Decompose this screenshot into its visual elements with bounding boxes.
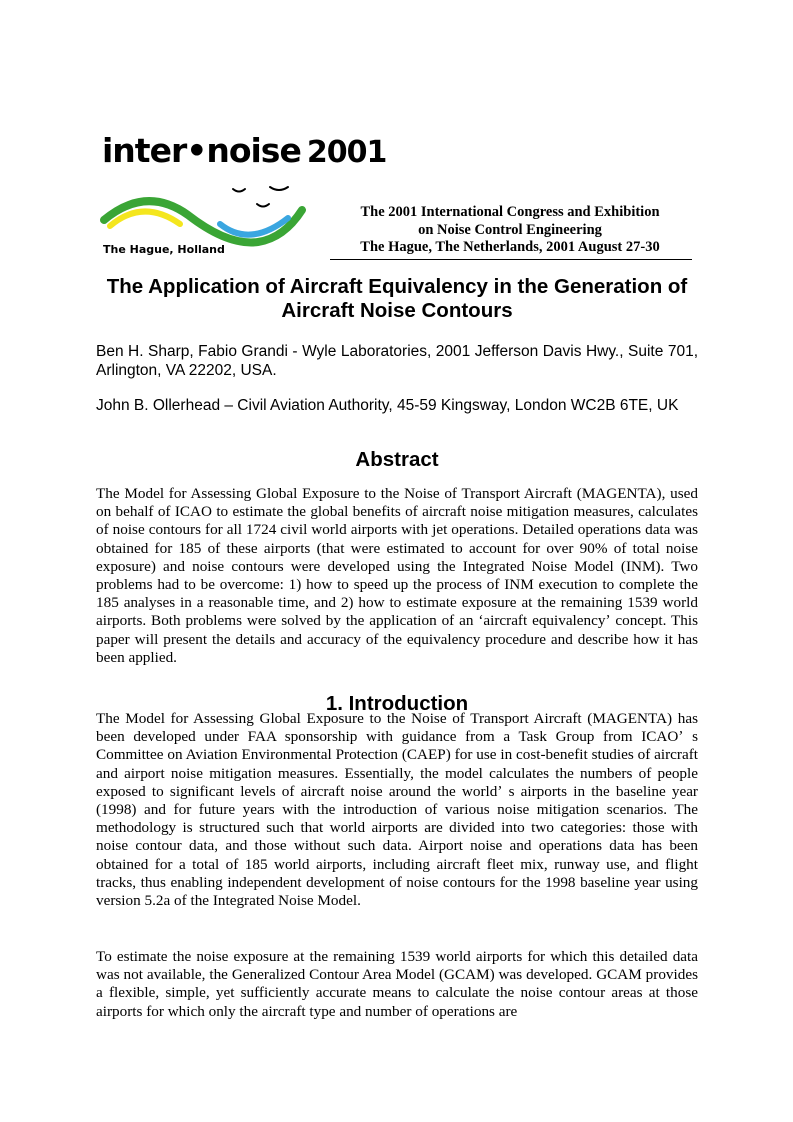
conference-info [330, 204, 690, 257]
header-divider [330, 259, 692, 260]
logo-year: 2001 [306, 135, 387, 170]
paper-title: The Application of Aircraft Equivalency in the Generation of Aircraft Noise Contours [106, 275, 688, 322]
conference-line: on Noise Control Engineering [418, 221, 602, 238]
conference-line: The Hague, The Netherlands, 2001 August 27-30 [360, 239, 660, 255]
introduction-paragraph: To estimate the noise exposure at the remaining 1539 world airports for which this detailed data was not available, the Generalized Contour Area Model (GCAM) was developed. GCAM provides a flexible, simple, yet sufficiently accurate means to calculate the noise contour areas at those airports for which only the aircraft type and number of operations are [96, 948, 698, 1020]
conference-line: The 2001 International Congress and Exhibition [360, 204, 660, 220]
logo-city-label: The Hague, Holland [103, 243, 225, 256]
introduction-paragraph: The Model for Assessing Global Exposure to the Noise of Transport Aircraft (MAGENTA) has been developed under FAA sponsorship with guidance from a Task Group from ICAOʼ s Committee on Aviation Environmental Protection (CAEP) for use in cost-benefit studies of aircraft and airport noise mitigation measures. Essentially, the model calculates the numbers of people exposed to significant levels of aircraft noise around the worldʼ s airports in the baseline year (1998) and for future years with the introduction of various noise mitigation scenarios. The methodology is structured such that world airports are divided into two categories: those with noise contour data, and those without such data. Airport noise and operations data has been obtained for a total of 185 world airports, including aircraft fleet mix, runway use, and flight tracks, thus enabling independent development of noise contours for the 1998 baseline year using version 5.2a of the Integrated Noise Model. [96, 710, 698, 910]
introduction-heading: 1. Introduction [325, 692, 469, 715]
author-affiliation: John B. Ollerhead – Civil Aviation Authority, 45-59 Kingsway, London WC2B 6TE, UK [96, 397, 679, 414]
logo-wordmark-text: inter•noise [102, 131, 301, 170]
conference-logo-wordmark [102, 131, 386, 173]
author-affiliation: Ben H. Sharp, Fabio Grandi - Wyle Laboratories, 2001 Jefferson Davis Hwy., Suite 701, Arlington, VA 22202, USA. [96, 343, 698, 379]
abstract-heading: Abstract [355, 448, 439, 471]
abstract-paragraph: The Model for Assessing Global Exposure to the Noise of Transport Aircraft (MAGENTA), used on behalf of ICAO to estimate the global benefits of aircraft noise mitigation measures, calculates of noise contours for all 1724 civil world airports with jet operations. Detailed operations data was obtained for 185 of these airports (that were estimated to account for over 90% of total noise exposure) and noise contours were developed using the Integrated Noise Model (INM). Two problems had to be overcome: 1) how to speed up the process of INM execution to complete the 185 analyses in a reasonable time, and 2) how to estimate exposure at the remaining 1539 world airports. Both problems were solved by the application of an ʻaircraft equivalencyʼ concept. This paper will present the details and accuracy of the equivalency procedure and describe how it has been applied. [96, 485, 698, 666]
